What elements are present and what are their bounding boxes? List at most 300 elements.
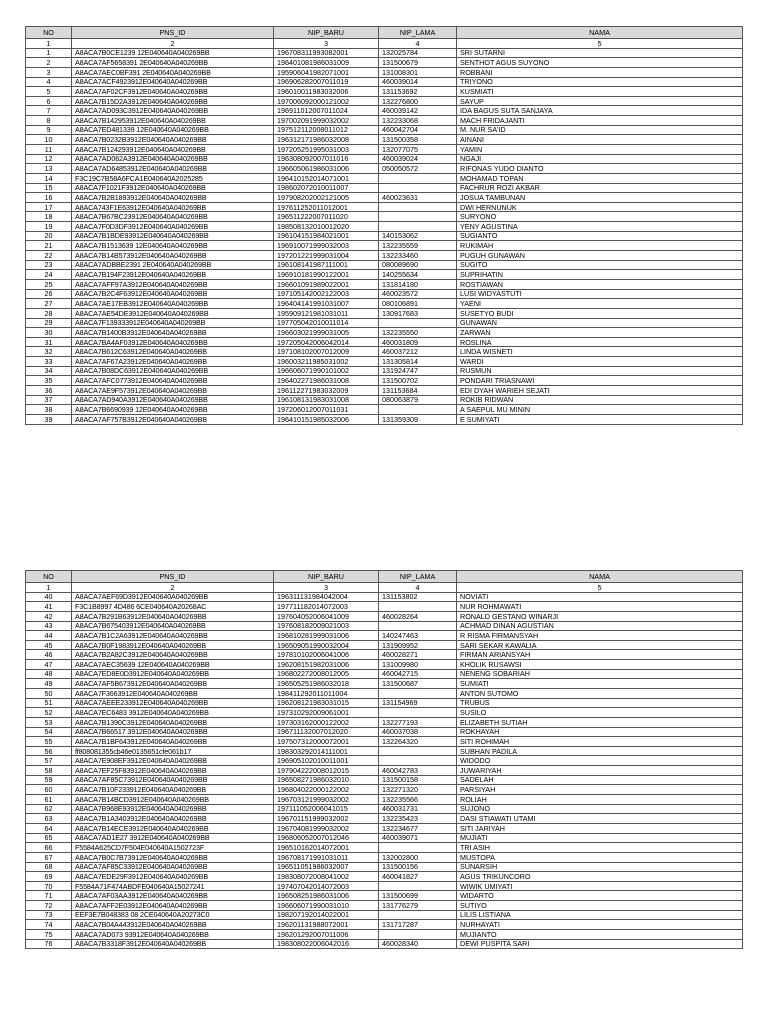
cell-nip-baru: 196704081999032002: [274, 823, 379, 833]
cell-nama: TRI ASIH: [457, 843, 743, 853]
cell-pns-id: A8ACA7B2C4F63912E040640A040269BB: [72, 289, 274, 299]
table-body: [26, 48, 743, 424]
cell-nama: NGAJI: [457, 154, 743, 164]
cell-nip-lama: 080063879: [379, 395, 457, 405]
cell-no: 30: [26, 328, 72, 338]
cell-no: 74: [26, 920, 72, 930]
column-number: 3: [274, 39, 379, 49]
cell-nip-lama: 460039071: [379, 833, 457, 843]
cell-pns-id: A8ACA7B291B63912E040640A040269BB: [72, 611, 274, 621]
cell-nama: LUSI WIDYASTUTI: [457, 289, 743, 299]
cell-nama: MUJIANTO: [457, 930, 743, 940]
table-row: [26, 48, 743, 58]
table-row: [26, 804, 743, 814]
table-row: [26, 405, 743, 415]
cell-no: 68: [26, 862, 72, 872]
cell-pns-id: A8ACA7B1C2A63912E040640A040269BB: [72, 631, 274, 641]
cell-nama: SITI JARIYAH: [457, 823, 743, 833]
cell-nip-baru: 197303162000122002: [274, 717, 379, 727]
cell-nama: SUJONO: [457, 804, 743, 814]
cell-pns-id: A8ACA7B0C7B73912E040640A040269BB: [72, 852, 274, 862]
cell-no: 70: [26, 881, 72, 891]
cell-nip-lama: 132276800: [379, 96, 457, 106]
table-row: [26, 77, 743, 87]
cell-no: 19: [26, 222, 72, 232]
cell-no: 41: [26, 602, 72, 612]
cell-nama: RUSMUN: [457, 366, 743, 376]
cell-nama: LILIS LISTIANA: [457, 910, 743, 920]
cell-pns-id: A8ACA7AF5B673912E040640A040269BB: [72, 679, 274, 689]
cell-pns-id: A8ACA7F139333912E040640A040269BB: [72, 318, 274, 328]
column-number: 5: [457, 583, 743, 593]
header-pns-id: PNS_ID: [72, 27, 274, 39]
cell-nip-lama: 131500687: [379, 679, 457, 689]
table-row: [26, 785, 743, 795]
column-number: 4: [379, 583, 457, 593]
cell-nama: ROSTIAWAN: [457, 279, 743, 289]
cell-nama: ROLIAH: [457, 795, 743, 805]
cell-nip-baru: 196108141987111001: [274, 260, 379, 270]
cell-nama: PUGUH GUNAWAN: [457, 251, 743, 261]
cell-nip-lama: 460023631: [379, 193, 457, 203]
cell-nip-baru: 197608182009021003: [274, 621, 379, 631]
cell-nip-baru: 196606071990101002: [274, 366, 379, 376]
cell-nip-lama: 132277193: [379, 717, 457, 727]
table-row: [26, 241, 743, 251]
cell-nama: WARDI: [457, 357, 743, 367]
cell-pns-id: A8ACA7F3663912E040640A040269BB: [72, 689, 274, 699]
cell-nip-lama: 131359309: [379, 414, 457, 424]
table-row: [26, 669, 743, 679]
cell-nip-lama: 080089690: [379, 260, 457, 270]
cell-nama: SUMIATI: [457, 679, 743, 689]
cell-no: 18: [26, 212, 72, 222]
table-row: [26, 727, 743, 737]
cell-nama: ROSLINA: [457, 337, 743, 347]
cell-nip-baru: 198308072008041002: [274, 872, 379, 882]
cell-nama: SAYUP: [457, 96, 743, 106]
cell-no: 54: [26, 727, 72, 737]
cell-no: 23: [26, 260, 72, 270]
cell-pns-id: A8ACA7B15D2A3912E040640A040269BB: [72, 96, 274, 106]
cell-no: 17: [26, 202, 72, 212]
cell-nip-lama: 132235559: [379, 241, 457, 251]
table-row: [26, 106, 743, 116]
cell-nama: PARSIYAH: [457, 785, 743, 795]
cell-no: 60: [26, 785, 72, 795]
cell-nip-lama: [379, 843, 457, 853]
table-row: [26, 920, 743, 930]
table-row: [26, 833, 743, 843]
cell-pns-id: A8ACA7AD1E27 3912E040640A040269BB: [72, 833, 274, 843]
cell-nip-baru: 196910181990122001: [274, 270, 379, 280]
cell-nip-lama: 460042783: [379, 766, 457, 776]
cell-nip-lama: 131500158: [379, 775, 457, 785]
cell-no: 25: [26, 279, 72, 289]
cell-nip-baru: 197407042014072003: [274, 881, 379, 891]
cell-nip-lama: [379, 405, 457, 415]
cell-pns-id: A8ACA743F1E63912E040640A040269BB: [72, 202, 274, 212]
table-row: [26, 279, 743, 289]
cell-no: 57: [26, 756, 72, 766]
cell-no: 72: [26, 901, 72, 911]
cell-pns-id: F3C19C7B58A6FCA1E040640A2025285: [72, 173, 274, 183]
cell-nip-baru: 198207192014022001: [274, 910, 379, 920]
cell-pns-id: A8ACA7AD062A3912E040640A040269BB: [72, 154, 274, 164]
cell-nip-lama: 140255634: [379, 270, 457, 280]
table-row: [26, 939, 743, 949]
cell-no: 22: [26, 251, 72, 261]
table-row: [26, 611, 743, 621]
cell-nama: PONDARI TRIASNAWI: [457, 376, 743, 386]
cell-no: 55: [26, 737, 72, 747]
cell-nip-baru: 196508271986032010: [274, 775, 379, 785]
cell-pns-id: A8ACA7EC6483 3912E040640A040269BB: [72, 708, 274, 718]
cell-nama: EDI DYAH WARIEH SEJATI: [457, 386, 743, 396]
cell-nip-baru: 196511222007011020: [274, 212, 379, 222]
cell-pns-id: A8ACA7AFF97A3912E040640A040269BB: [72, 279, 274, 289]
cell-no: 36: [26, 386, 72, 396]
cell-nama: ROKHAYAH: [457, 727, 743, 737]
cell-nip-baru: 196104151984021001: [274, 231, 379, 241]
cell-pns-id: A8ACA7B10F233912E040640A040269BB: [72, 785, 274, 795]
cell-nama: SUPRIHATIN: [457, 270, 743, 280]
header-nama: NAMA: [457, 27, 743, 39]
table-row: [26, 357, 743, 367]
cell-nip-lama: [379, 756, 457, 766]
cell-nip-baru: 197711182014072003: [274, 602, 379, 612]
cell-pns-id: A8ACA7B675403912E040640A040269BB: [72, 621, 274, 631]
cell-pns-id: A8ACA7F1021F3912E040640A040269BB: [72, 183, 274, 193]
cell-nama: SENTHOT AGUS SUYONO: [457, 58, 743, 68]
table-row: [26, 87, 743, 97]
cell-nama: WIWIK UMIYATI: [457, 881, 743, 891]
cell-nip-lama: 132264320: [379, 737, 457, 747]
cell-nip-baru: 196905102010011001: [274, 756, 379, 766]
cell-no: 10: [26, 135, 72, 145]
table-row: [26, 775, 743, 785]
cell-nama: ZARWAN: [457, 328, 743, 338]
cell-pns-id: A8ACA7AF5658391 2E040640A040269BB: [72, 58, 274, 68]
cell-nip-lama: 131153684: [379, 386, 457, 396]
table-row: [26, 145, 743, 155]
cell-nip-baru: 198308022006042016: [274, 939, 379, 949]
cell-no: 24: [26, 270, 72, 280]
cell-nip-lama: 130917683: [379, 308, 457, 318]
table-row: [26, 251, 743, 261]
cell-nip-baru: 196510162014072001: [274, 843, 379, 853]
cell-no: 34: [26, 366, 72, 376]
table-row: [26, 621, 743, 631]
header-nip-baru: NIP_BARU: [274, 27, 379, 39]
cell-no: 35: [26, 376, 72, 386]
table-row: [26, 154, 743, 164]
cell-no: 14: [26, 173, 72, 183]
cell-no: 26: [26, 289, 72, 299]
cell-no: 12: [26, 154, 72, 164]
cell-pns-id: A8ACA7AF03AA3912E040640A040269BB: [72, 891, 274, 901]
cell-no: 75: [26, 930, 72, 940]
cell-no: 73: [26, 910, 72, 920]
cell-nip-lama: 131814180: [379, 279, 457, 289]
cell-pns-id: A8ACA7AEEE233912E040640A040269BB: [72, 698, 274, 708]
cell-nama: DEWI PUSPITA SARI: [457, 939, 743, 949]
cell-nama: DASI STIAWATI UTAMI: [457, 814, 743, 824]
header-no: NO: [26, 27, 72, 39]
column-number-row: [26, 39, 743, 49]
cell-nip-lama: 131008301: [379, 67, 457, 77]
cell-nip-lama: 460028340: [379, 939, 457, 949]
table-row: [26, 708, 743, 718]
table-row: [26, 930, 743, 940]
table-row: [26, 328, 743, 338]
cell-nip-baru: 196802272008012005: [274, 669, 379, 679]
cell-nama: TRIYONO: [457, 77, 743, 87]
cell-no: 20: [26, 231, 72, 241]
cell-no: 40: [26, 592, 72, 602]
table-row: [26, 756, 743, 766]
cell-nip-lama: 460023572: [379, 289, 457, 299]
cell-no: 9: [26, 125, 72, 135]
cell-nip-baru: 196508251986031006: [274, 891, 379, 901]
cell-nip-lama: 132235423: [379, 814, 457, 824]
cell-nip-baru: 197512112008011012: [274, 125, 379, 135]
cell-pns-id: A8ACA7B0CE1239 12E040640A040269BB: [72, 48, 274, 58]
cell-nama: NOVIATI: [457, 592, 743, 602]
table-row: [26, 852, 743, 862]
table-row: [26, 376, 743, 386]
cell-nama: YENY AGUSTINA: [457, 222, 743, 232]
table-row: [26, 231, 743, 241]
cell-nip-baru: 196404141991031007: [274, 299, 379, 309]
cell-nip-baru: 196410151985032006: [274, 414, 379, 424]
cell-pns-id: A8ACA7B2A82C3912E040640A040269BB: [72, 650, 274, 660]
table-row: [26, 67, 743, 77]
cell-nama: MUSTOPA: [457, 852, 743, 862]
cell-nip-baru: 197810102006041006: [274, 650, 379, 660]
cell-no: 45: [26, 640, 72, 650]
cell-nip-baru: 196708311993082001: [274, 48, 379, 58]
header-nama: NAMA: [457, 571, 743, 583]
cell-nip-baru: 196911012007011024: [274, 106, 379, 116]
cell-nip-baru: 198602072010011007: [274, 183, 379, 193]
cell-nip-baru: 196308092007011016: [274, 154, 379, 164]
cell-nip-baru: 197002091999032002: [274, 116, 379, 126]
cell-nip-lama: 460037212: [379, 347, 457, 357]
cell-nama: LINDA WISNETI: [457, 347, 743, 357]
cell-nip-baru: 196804022000122002: [274, 785, 379, 795]
cell-no: 64: [26, 823, 72, 833]
table-row: [26, 308, 743, 318]
cell-nip-baru: 195906041982071001: [274, 67, 379, 77]
cell-nama: ACHMAD DINAN AGUSTIAN: [457, 621, 743, 631]
table-row: [26, 395, 743, 405]
cell-nip-lama: [379, 183, 457, 193]
cell-pns-id: A8ACA7B968E93912E040640A040269BB: [72, 804, 274, 814]
cell-nama: R RISMA FIRMANSYAH: [457, 631, 743, 641]
cell-nip-lama: 132233460: [379, 251, 457, 261]
cell-pns-id: A8ACA7B04A443912E040640A040269BB: [72, 920, 274, 930]
header-nip-lama: NIP_LAMA: [379, 27, 457, 39]
cell-nip-baru: 197105142002122003: [274, 289, 379, 299]
cell-nip-baru: 196208121983031015: [274, 698, 379, 708]
cell-no: 53: [26, 717, 72, 727]
cell-nama: SRI SUTARNI: [457, 48, 743, 58]
cell-no: 13: [26, 164, 72, 174]
cell-pns-id: F5584A625CD7F504E040640A1502723F: [72, 843, 274, 853]
cell-pns-id: A8ACA7B124293912E040640A040269BB: [72, 145, 274, 155]
cell-no: 29: [26, 318, 72, 328]
cell-pns-id: A8ACA7ED481339 12E040640A040269BB: [72, 125, 274, 135]
cell-nip-baru: 197205251995031003: [274, 145, 379, 155]
table-row: [26, 366, 743, 376]
cell-no: 49: [26, 679, 72, 689]
table-row: [26, 58, 743, 68]
cell-nip-lama: 131500702: [379, 376, 457, 386]
table-row: [26, 843, 743, 853]
cell-no: 33: [26, 357, 72, 367]
table-row: [26, 891, 743, 901]
cell-nip-baru: 196605061986031006: [274, 164, 379, 174]
table-body: [26, 592, 743, 949]
cell-nip-baru: 196509051990032004: [274, 640, 379, 650]
cell-pns-id: A8ACA7BA4AF03912E040640A040269BB: [72, 337, 274, 347]
cell-nama: MOHAMAD TOPAN: [457, 173, 743, 183]
cell-nama: RUKIMAH: [457, 241, 743, 251]
cell-pns-id: F3C1B8997 4D486 6CE040640A20268AC: [72, 602, 274, 612]
cell-pns-id: A8ACA7AE17EB3912E040640A040269BB: [72, 299, 274, 309]
cell-nip-lama: 132002800: [379, 852, 457, 862]
cell-nip-lama: 131909952: [379, 640, 457, 650]
cell-no: 15: [26, 183, 72, 193]
cell-nama: MACH FRIDAJANTI: [457, 116, 743, 126]
table-row: [26, 135, 743, 145]
cell-nip-lama: [379, 222, 457, 232]
cell-nip-lama: 132233068: [379, 116, 457, 126]
cell-no: 67: [26, 852, 72, 862]
cell-pns-id: A8ACA7B0232B3912E040640A040269BB: [72, 135, 274, 145]
cell-nama: SUNARSIH: [457, 862, 743, 872]
table-row: [26, 592, 743, 602]
table-row: [26, 795, 743, 805]
cell-nip-baru: 197108102007012009: [274, 347, 379, 357]
cell-nip-baru: 197205042006042014: [274, 337, 379, 347]
cell-nama: E SUMIYATI: [457, 414, 743, 424]
cell-pns-id: A8ACA7B3318F3912E040640A040269BB: [72, 939, 274, 949]
cell-pns-id: A8ACA7AFC0773912E040640A040269BB: [72, 376, 274, 386]
cell-nip-baru: 197611252011012001: [274, 202, 379, 212]
cell-nama: KHOLIK RUSAWSI: [457, 660, 743, 670]
cell-no: 47: [26, 660, 72, 670]
header-nip-lama: NIP_LAMA: [379, 571, 457, 583]
table-row: [26, 640, 743, 650]
cell-nama: ROKIB RIDWAN: [457, 395, 743, 405]
table-row: [26, 260, 743, 270]
cell-nip-lama: 080106891: [379, 299, 457, 309]
cell-pns-id: EEF3E7B048383 08 2CE040640A20273C0: [72, 910, 274, 920]
header-pns-id: PNS_ID: [72, 571, 274, 583]
data-table-1: [25, 26, 743, 425]
cell-no: 63: [26, 814, 72, 824]
cell-nip-lama: 460031809: [379, 337, 457, 347]
cell-no: 31: [26, 337, 72, 347]
cell-pns-id: A8ACA7B1BDE93912E040640A040269BB: [72, 231, 274, 241]
cell-nip-lama: [379, 212, 457, 222]
cell-no: 61: [26, 795, 72, 805]
cell-nip-lama: 131500699: [379, 891, 457, 901]
cell-pns-id: A8ACA7AEC35639 12E040640A040269BB: [72, 660, 274, 670]
table-row: [26, 212, 743, 222]
cell-pns-id: A8ACA7AF02CF3912E040640A040269BB: [72, 87, 274, 97]
cell-nip-lama: 460039024: [379, 154, 457, 164]
cell-nip-lama: 460037038: [379, 727, 457, 737]
table-row: [26, 602, 743, 612]
cell-nip-baru: 196402271986031008: [274, 376, 379, 386]
cell-nama: ANTON SUTOMO: [457, 689, 743, 699]
cell-pns-id: A8ACA7B1400B3912E040640A040269BB: [72, 328, 274, 338]
cell-nama: AGUS TRIKUNCORO: [457, 872, 743, 882]
column-number: 3: [274, 583, 379, 593]
cell-nip-baru: 198303292014111001: [274, 746, 379, 756]
cell-nip-baru: 197111052006041015: [274, 804, 379, 814]
cell-no: 3: [26, 67, 72, 77]
cell-nip-lama: [379, 689, 457, 699]
table-row: [26, 814, 743, 824]
cell-nama: SUSILO: [457, 708, 743, 718]
cell-nip-lama: 460039014: [379, 77, 457, 87]
table-row: [26, 660, 743, 670]
cell-nip-lama: 131500156: [379, 862, 457, 872]
cell-nip-lama: [379, 173, 457, 183]
cell-nama: A SAEPUL MU MININ: [457, 405, 743, 415]
table-row: [26, 872, 743, 882]
table-row: [26, 698, 743, 708]
table-row: [26, 173, 743, 183]
table-row: [26, 125, 743, 135]
cell-nip-baru: 198411292011011004: [274, 689, 379, 699]
cell-nama: KUSMIATI: [457, 87, 743, 97]
cell-nama: IDA BAGUS SUTA SANJAYA: [457, 106, 743, 116]
column-number: 2: [72, 583, 274, 593]
cell-nip-lama: 131776279: [379, 901, 457, 911]
cell-nama: YAENI: [457, 299, 743, 309]
cell-nama: WIDARTO: [457, 891, 743, 901]
cell-no: 6: [26, 96, 72, 106]
table-row: [26, 337, 743, 347]
cell-nip-baru: 196511051986032007: [274, 862, 379, 872]
cell-pns-id: A8ACA7B14ECE3912E040640A040269BB: [72, 823, 274, 833]
cell-nip-lama: 460031731: [379, 804, 457, 814]
cell-nama: MUJIATI: [457, 833, 743, 843]
cell-nip-lama: 140153062: [379, 231, 457, 241]
table-row: [26, 862, 743, 872]
cell-pns-id: A8ACA7B2B1893912E040640A040269BB: [72, 193, 274, 203]
cell-nip-baru: 196010011983032006: [274, 87, 379, 97]
cell-nip-lama: 131717287: [379, 920, 457, 930]
cell-nip-lama: 132234677: [379, 823, 457, 833]
cell-nip-baru: 196201292007011006: [274, 930, 379, 940]
cell-nama: FIRMAN ARIANSYAH: [457, 650, 743, 660]
cell-nama: JOSUA TAMBUNAN: [457, 193, 743, 203]
cell-pns-id: A8ACA7B1A3403912E040640A040269BB: [72, 814, 274, 824]
cell-nip-lama: 460039142: [379, 106, 457, 116]
cell-pns-id: A8ACA7B14BCD3912E040640A040269BB: [72, 795, 274, 805]
table-row: [26, 270, 743, 280]
cell-nip-baru: 196910071999032003: [274, 241, 379, 251]
cell-pns-id: A8ACA7B194F23912E040640A040269BB: [72, 270, 274, 280]
cell-no: 16: [26, 193, 72, 203]
cell-nip-baru: 196108131983031008: [274, 395, 379, 405]
